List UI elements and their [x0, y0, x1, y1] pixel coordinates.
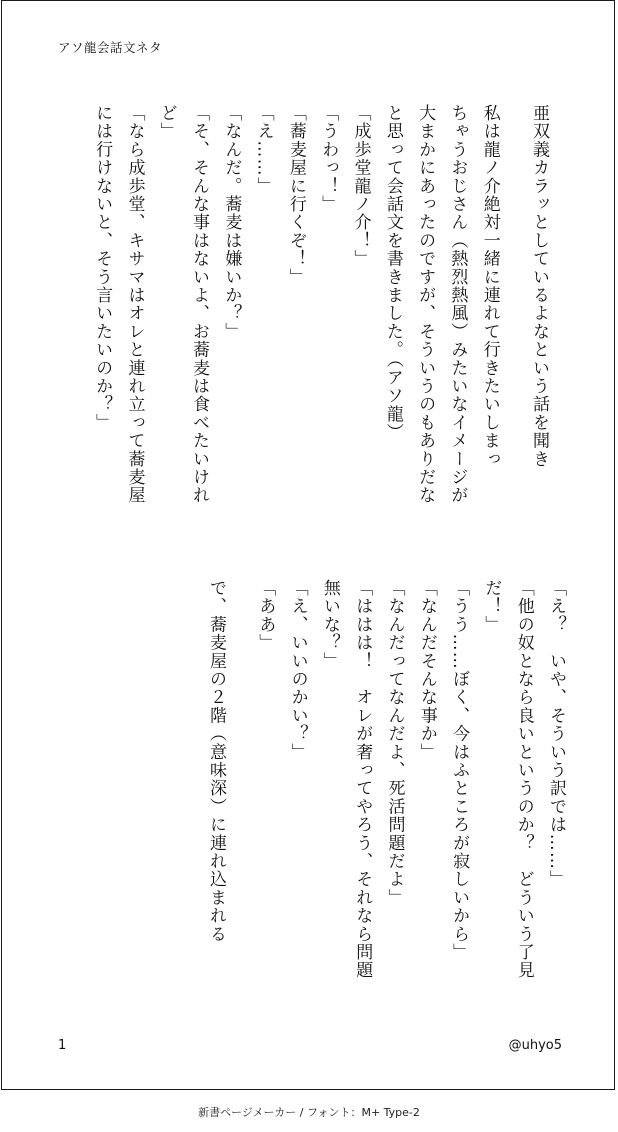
dialogue-line: 「そ、そんな事はないよ、お蕎麦は食べたいけれ	[189, 104, 210, 505]
page-number: 1	[58, 1038, 67, 1053]
text-line: 私は龍ノ介絶対一緒に連れて行きたいしまっ	[479, 104, 500, 468]
document-page	[1, 0, 615, 1090]
dialogue-line: 「なんだそんな事か」	[416, 579, 437, 761]
dialogue-line: 「うわっ！」	[318, 104, 339, 214]
generator-credit: 新書ページメーカー / フォント：M+ Type-2	[198, 1106, 420, 1119]
dialogue-line: 「え、いいのかい？」	[287, 579, 308, 761]
text-line: 亜双義カラッとしているよなという話を聞き	[529, 104, 549, 468]
dialogue-line: 「蕎麦屋に行くぞ！」	[285, 104, 306, 286]
dialogue-line: ど」	[156, 104, 177, 141]
dialogue-line: 「なんだ。蕎麦は嫌いか？」	[221, 104, 242, 341]
dialogue-line: 無いな？」	[319, 579, 340, 670]
dialogue-line: 「え？ いや、そういう訳では……」	[546, 579, 566, 889]
dialogue-line: だ！」	[481, 579, 502, 634]
text-line: と思って会話文を書きました。（アソ龍）	[382, 104, 403, 442]
dialogue-line: 「なんだってなんだよ、死活問題だよ」	[384, 579, 405, 907]
author-handle: @uhyo5	[508, 1038, 562, 1053]
lower-text-block	[200, 579, 572, 979]
dialogue-line: 「なら成歩堂、キサマはオレと連れ立って蕎麦屋	[124, 104, 145, 505]
dialogue-line: 「他の奴となら良いというのか？ どういう了見	[513, 579, 534, 980]
text-line: ちゃうおじさん（熱烈熱風）みたいなイメージが	[447, 104, 468, 505]
upper-text-block	[86, 104, 572, 504]
dialogue-line: 「ああ」	[255, 579, 276, 652]
dialogue-line: 「ははは！ オレが奢ってやろう、それなら問題	[352, 579, 373, 980]
dialogue-line: 「え……」	[253, 104, 274, 195]
dialogue-line: には行けないと、そう言いたいのか？」	[92, 104, 113, 432]
page-title: アソ龍会話文ネタ	[58, 40, 163, 55]
narration-line: で、蕎麦屋の２階（意味深）に連れ込まれる	[206, 579, 227, 943]
dialogue-line: 「うう……ぼく、今はふところが寂しいから」	[449, 579, 470, 962]
text-line: 大まかにあったのですが、そういうのもありだな	[415, 104, 436, 505]
dialogue-line: 「成歩堂龍ノ介！」	[350, 104, 371, 268]
